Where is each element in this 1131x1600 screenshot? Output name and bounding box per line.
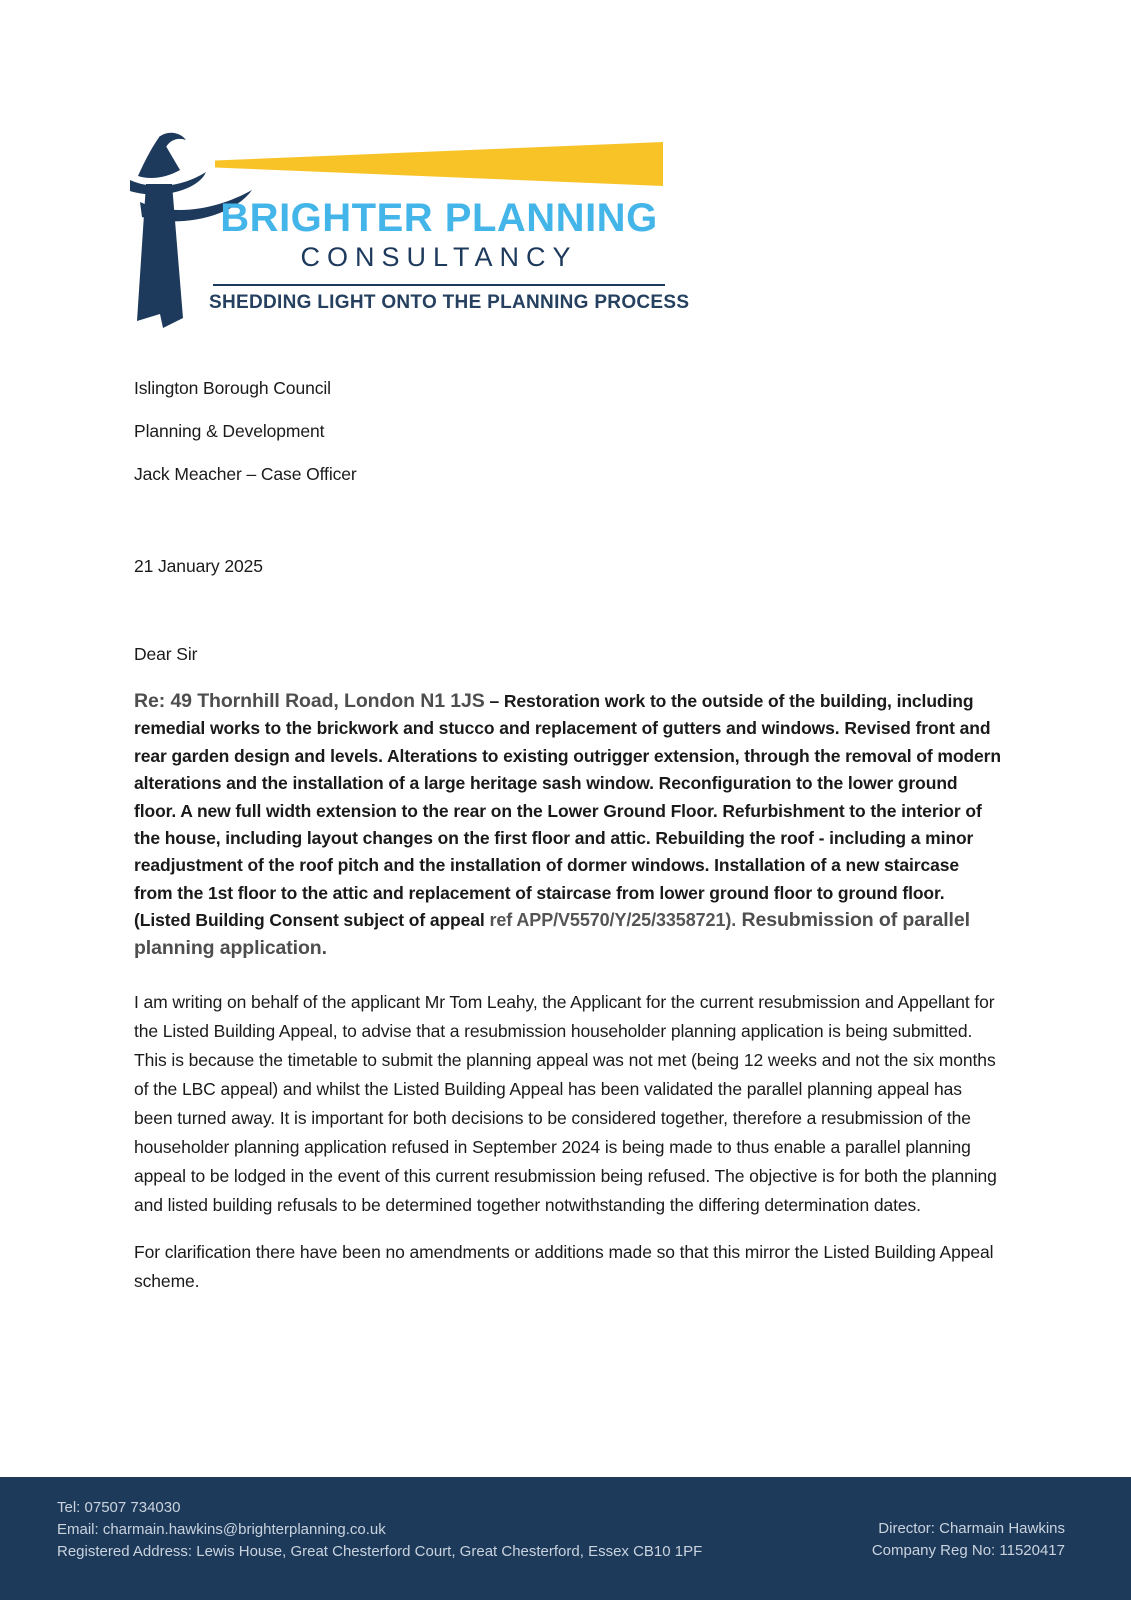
brand-logo xyxy=(125,126,690,332)
letter-footer xyxy=(0,1477,1131,1600)
footer-registered-address: Registered Address: Lewis House, Great Chesterford Court, Great Chesterford, Essex CB10 1PF xyxy=(57,1543,703,1560)
subject-description: – Restoration work to the outside of the building, including remedial works to the brickwork and stucco and replacement of gutters and windows. Revised front and rear garden design and levels. Alterations to existing outrigger extension, through the removal of modern alterations and the installation of a large heritage sash window. Reconfiguration to the lower ground floor. A new full width extension to the rear on the Lower Ground Floor. Refurbishment to the interior of the house, including layout changes on the first floor and attic. Rebuilding the roof - including a minor readjustment of the roof pitch and the installation of dormer windows. Installation of a new staircase from the 1st floor to the attic and replacement of staircase from lower ground floor to ground floor. (Listed Building Consent subject of appeal xyxy=(134,691,1001,931)
recipient-line-3: Jack Meacher – Case Officer xyxy=(134,464,357,484)
subject-appeal-ref: ref APP/V5570/Y/25/3358721). xyxy=(489,910,737,931)
footer-director: Director: Charmain Hawkins xyxy=(878,1520,1065,1537)
recipient-line-1: Islington Borough Council xyxy=(134,378,331,398)
letter-date: 21 January 2025 xyxy=(134,556,263,576)
footer-contact-block xyxy=(57,1497,702,1563)
recipient-line-2: Planning & Development xyxy=(134,421,325,441)
letter-content xyxy=(134,378,1002,1296)
body-paragraph-2: For clarification there have been no amendments or additions made so that this mirror the Listed Building Appeal scheme. xyxy=(134,1242,994,1292)
subject-reference: Re: 49 Thornhill Road, London N1 1JS xyxy=(134,690,485,712)
light-beam xyxy=(215,142,663,186)
brand-name: BRIGHTER PLANNING xyxy=(220,196,658,240)
body-paragraph-1: I am writing on behalf of the applicant Mr Tom Leahy, the Applicant for the current resubmission and Appellant for the Listed Building Appeal, to advise that a resubmission householder planning application is being submitted. This is because the timetable to submit the planning appeal was not met (being 12 weeks and not the six months of the LBC appeal) and whilst the Listed Building Appeal has been validated the parallel planning appeal has been turned away. It is important for both decisions to be considered together, therefore a resubmission of the householder planning application refused in September 2024 is being made to thus enable a parallel planning appeal to be lodged in the event of this current resubmission being refused. The objective is for both the planning and listed building refusals to be determined together notwithstanding the differing determination dates. xyxy=(134,992,997,1216)
footer-company-reg: Company Reg No: 11520417 xyxy=(871,1542,1065,1559)
subject-paragraph xyxy=(134,688,1002,962)
footer-company-block xyxy=(872,1518,1065,1562)
salutation: Dear Sir xyxy=(134,644,198,664)
brand-divider xyxy=(213,284,665,286)
brand-subname: CONSULTANCY xyxy=(300,242,578,272)
brand-tagline: SHEDDING LIGHT ONTO THE PLANNING PROCESS xyxy=(209,292,690,313)
subject-resubmission-note: Resubmission of parallel planning application. xyxy=(134,909,970,959)
footer-telephone: Tel: 07507 734030 xyxy=(57,1499,181,1516)
footer-email: Email: charmain.hawkins@brighterplanning.co.uk xyxy=(57,1521,386,1538)
